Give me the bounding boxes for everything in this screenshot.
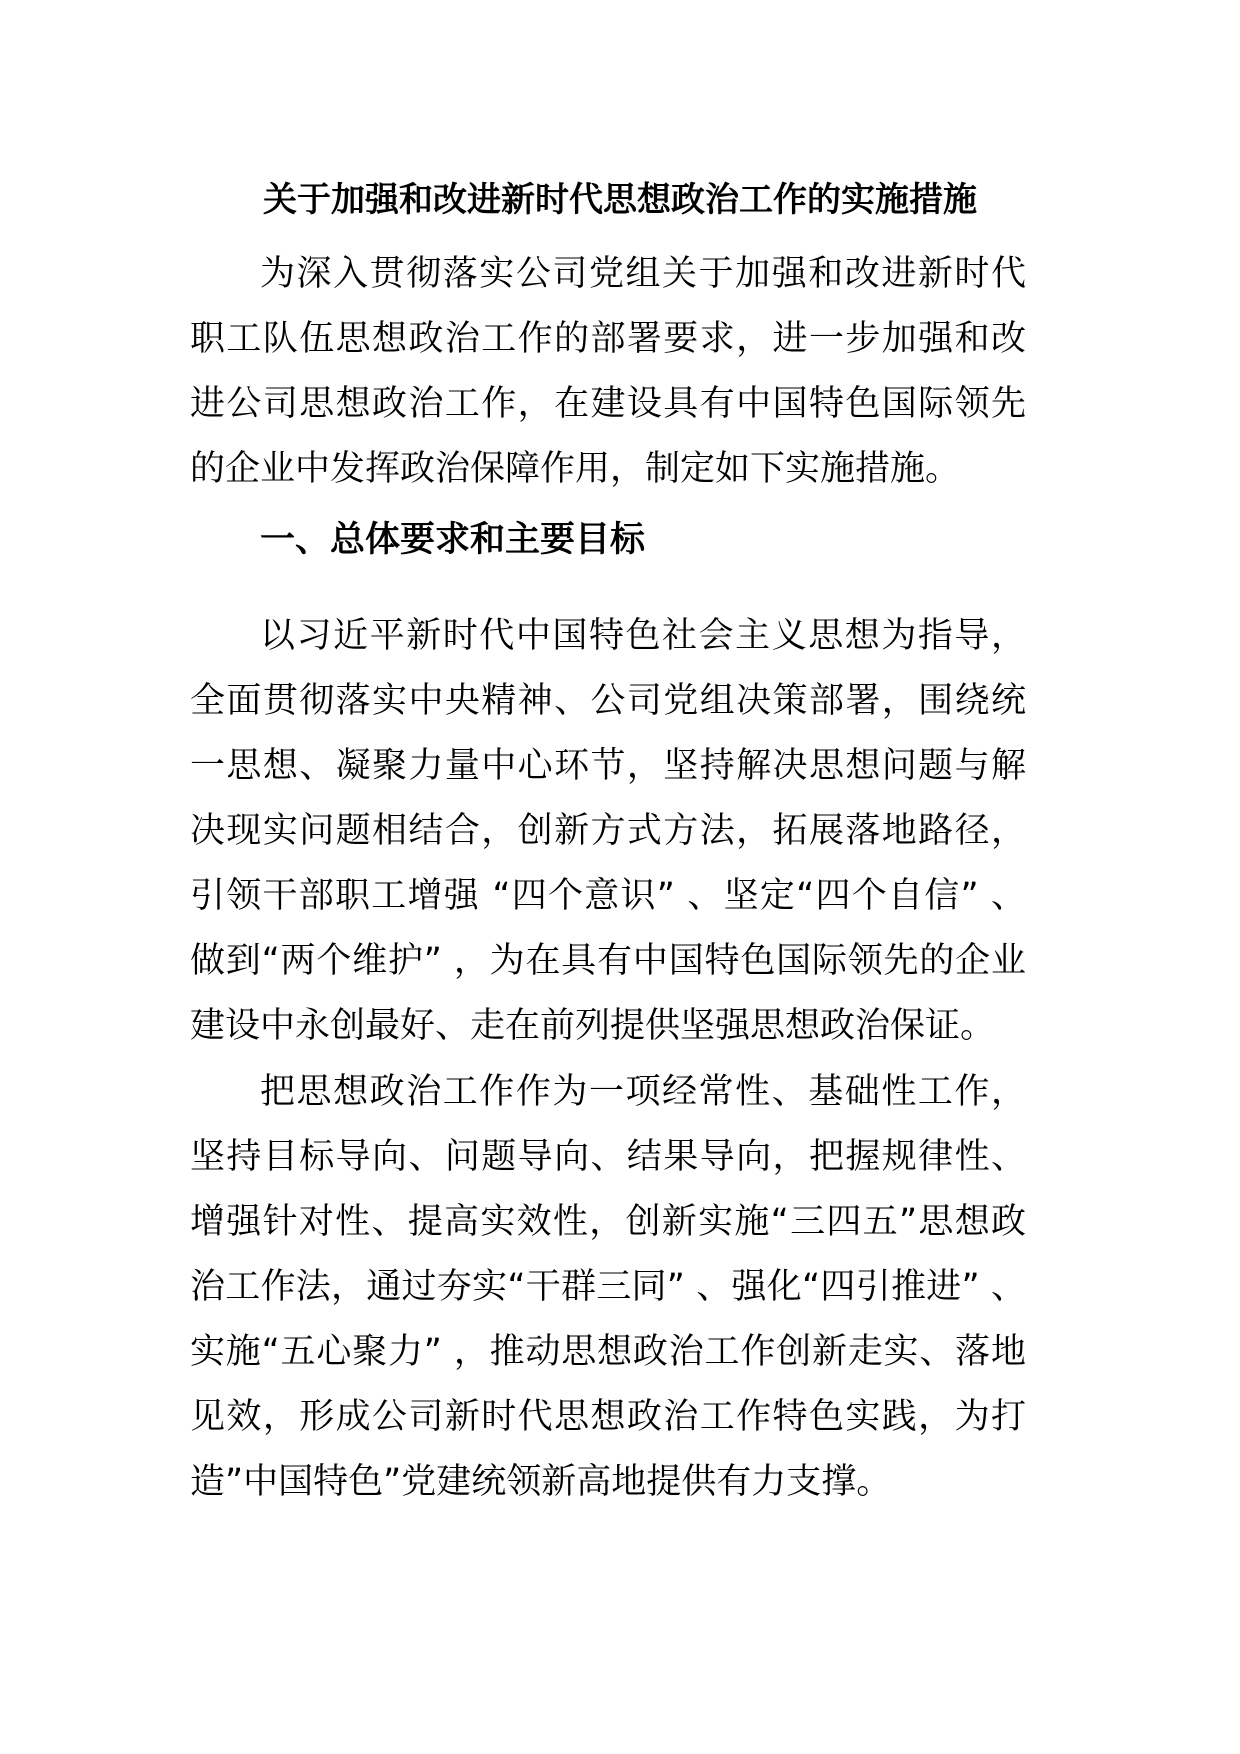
section-paragraph-general-requirements: 以习近平新时代中国特色社会主义思想为指导，全面贯彻落实中央精神、公司党组决策部署，围绕统一思想、凝聚力量中心环节，坚持解决思想问题与解决现实问题相结合，创新方式方法，拓展落地路径，引领干部职工增强 “四个意识” 、坚定“四个自信” 、做到“两个维护” ，为在具有中国特色国际领先的企业建设中永创最好、走在前列提供坚强思想政治保证。 — [190, 616, 1026, 1046]
intro-paragraph: 为深入贯彻落实公司党组关于加强和改进新时代职工队伍思想政治工作的部署要求，进一步加强和改进公司思想政治工作，在建设具有中国特色国际领先的企业中发挥政治保障作用，制定如下实施措施。 — [190, 254, 1026, 489]
section-heading: 一、总体要求和主要目标 — [260, 520, 646, 560]
section-paragraph-main-goals: 把思想政治工作作为一项经常性、基础性工作，坚持目标导向、问题导向、结果导向，把握规律性、增强针对性、提高实效性，创新实施“三四五”思想政治工作法，通过夯实“干群三同” 、强化“四引推进” 、实施“五心聚力” ，推动思想政治工作创新走实、落地见效，形成公司新时代思想政治工作特色实践，为打造”中国特色”党建统领新高地提供有力支撑。 — [190, 1072, 1026, 1502]
document-title: 关于加强和改进新时代思想政治工作的实施措施 — [263, 180, 977, 220]
